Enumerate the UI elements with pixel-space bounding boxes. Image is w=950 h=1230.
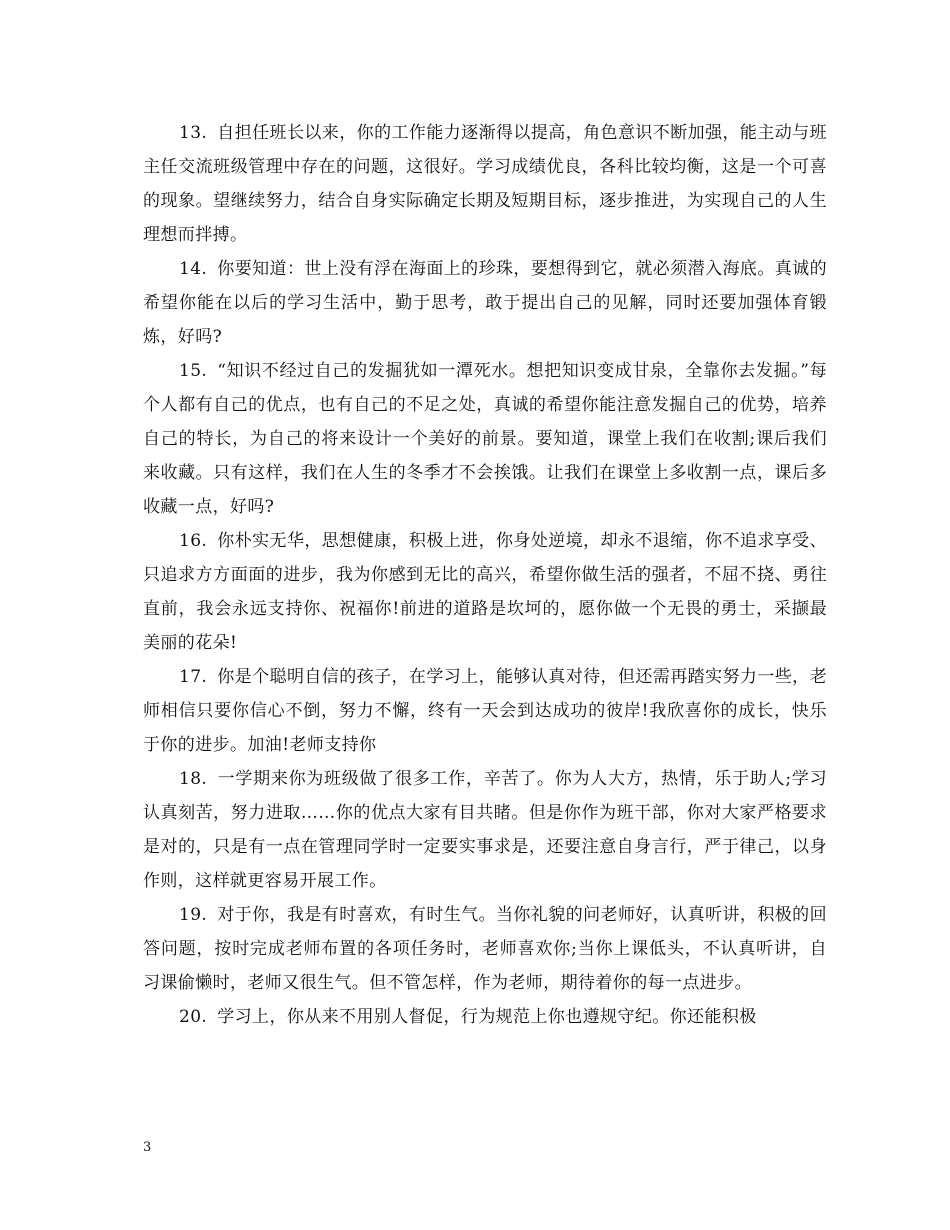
paragraph-text: 你是个聪明自信的孩子，在学习上，能够认真对待，但还需再踏实努力一些，老师相信只要你信心不倒，努力不懈，终有一天会到达成功的彼岸!我欣喜你的成长，快乐于你的进步。加油!老师支持你 [143,667,827,755]
paragraph-number: 18. [179,769,208,789]
paragraph-number: 14. [179,259,208,279]
paragraph-text: 自担任班长以来，你的工作能力逐渐得以提高，角色意识不断加强，能主动与班主任交流班级管理中存在的问题，这很好。学习成绩优良，各科比较均衡，这是一个可喜的现象。望继续努力，结合自身实际确定长期及短期目标，逐步推进，为实现自己的人生理想而拌搏。 [143,123,827,245]
paragraph-number: 19. [179,905,208,925]
paragraph-16 [143,524,827,660]
paragraph-17 [143,660,827,762]
page-number: 3 [143,1140,152,1155]
document-body [143,116,827,1034]
paragraph-number: 13. [179,123,208,143]
paragraph-text: 学习上，你从来不用别人督促，行为规范上你也遵规守纪。你还能积极 [217,1007,757,1027]
paragraph-text: “知识不经过自己的发掘犹如一潭死水。想把知识变成甘泉，全靠你去发掘。”每个人都有自己的优点，也有自己的不足之处，真诚的希望你能注意发掘自己的优势，培养自己的特长，为自己的将来设计一个美好的前景。要知道，课堂上我们在收割;课后我们来收藏。只有这样，我们在人生的冬季才不会挨饿。让我们在课堂上多收割一点，课后多收藏一点，好吗? [143,361,827,517]
paragraph-20 [143,1000,827,1034]
paragraph-number: 15. [179,361,208,381]
paragraph-number: 16. [179,531,208,551]
paragraph-number: 17. [179,667,208,687]
paragraph-15 [143,354,827,524]
paragraph-19 [143,898,827,1000]
paragraph-13 [143,116,827,252]
paragraph-18 [143,762,827,898]
paragraph-text: 对于你，我是有时喜欢，有时生气。当你礼貌的问老师好，认真听讲，积极的回答问题，按时完成老师布置的各项任务时，老师喜欢你;当你上课低头，不认真听讲，自习课偷懒时，老师又很生气。但不管怎样，作为老师，期待着你的每一点进步。 [143,905,827,993]
paragraph-14 [143,252,827,354]
paragraph-number: 20. [179,1007,208,1027]
paragraph-text: 一学期来你为班级做了很多工作，辛苦了。你为人大方，热情，乐于助人;学习认真刻苦，努力进取……你的优点大家有目共睹。但是你作为班干部，你对大家严格要求是对的，只是有一点在管理同学时一定要实事求是，还要注意自身言行，严于律己，以身作则，这样就更容易开展工作。 [143,769,827,891]
paragraph-text: 你要知道：世上没有浮在海面上的珍珠，要想得到它，就必须潜入海底。真诚的希望你能在以后的学习生活中，勤于思考，敢于提出自己的见解，同时还要加强体育锻炼，好吗? [143,259,827,347]
paragraph-text: 你朴实无华，思想健康，积极上进，你身处逆境，却永不退缩，你不追求享受、只追求方方面面的进步，我为你感到无比的高兴，希望你做生活的强者，不屈不挠、勇往直前，我会永远支持你、祝福你!前进的道路是坎坷的，愿你做一个无畏的勇士，采撷最美丽的花朵! [143,531,827,653]
